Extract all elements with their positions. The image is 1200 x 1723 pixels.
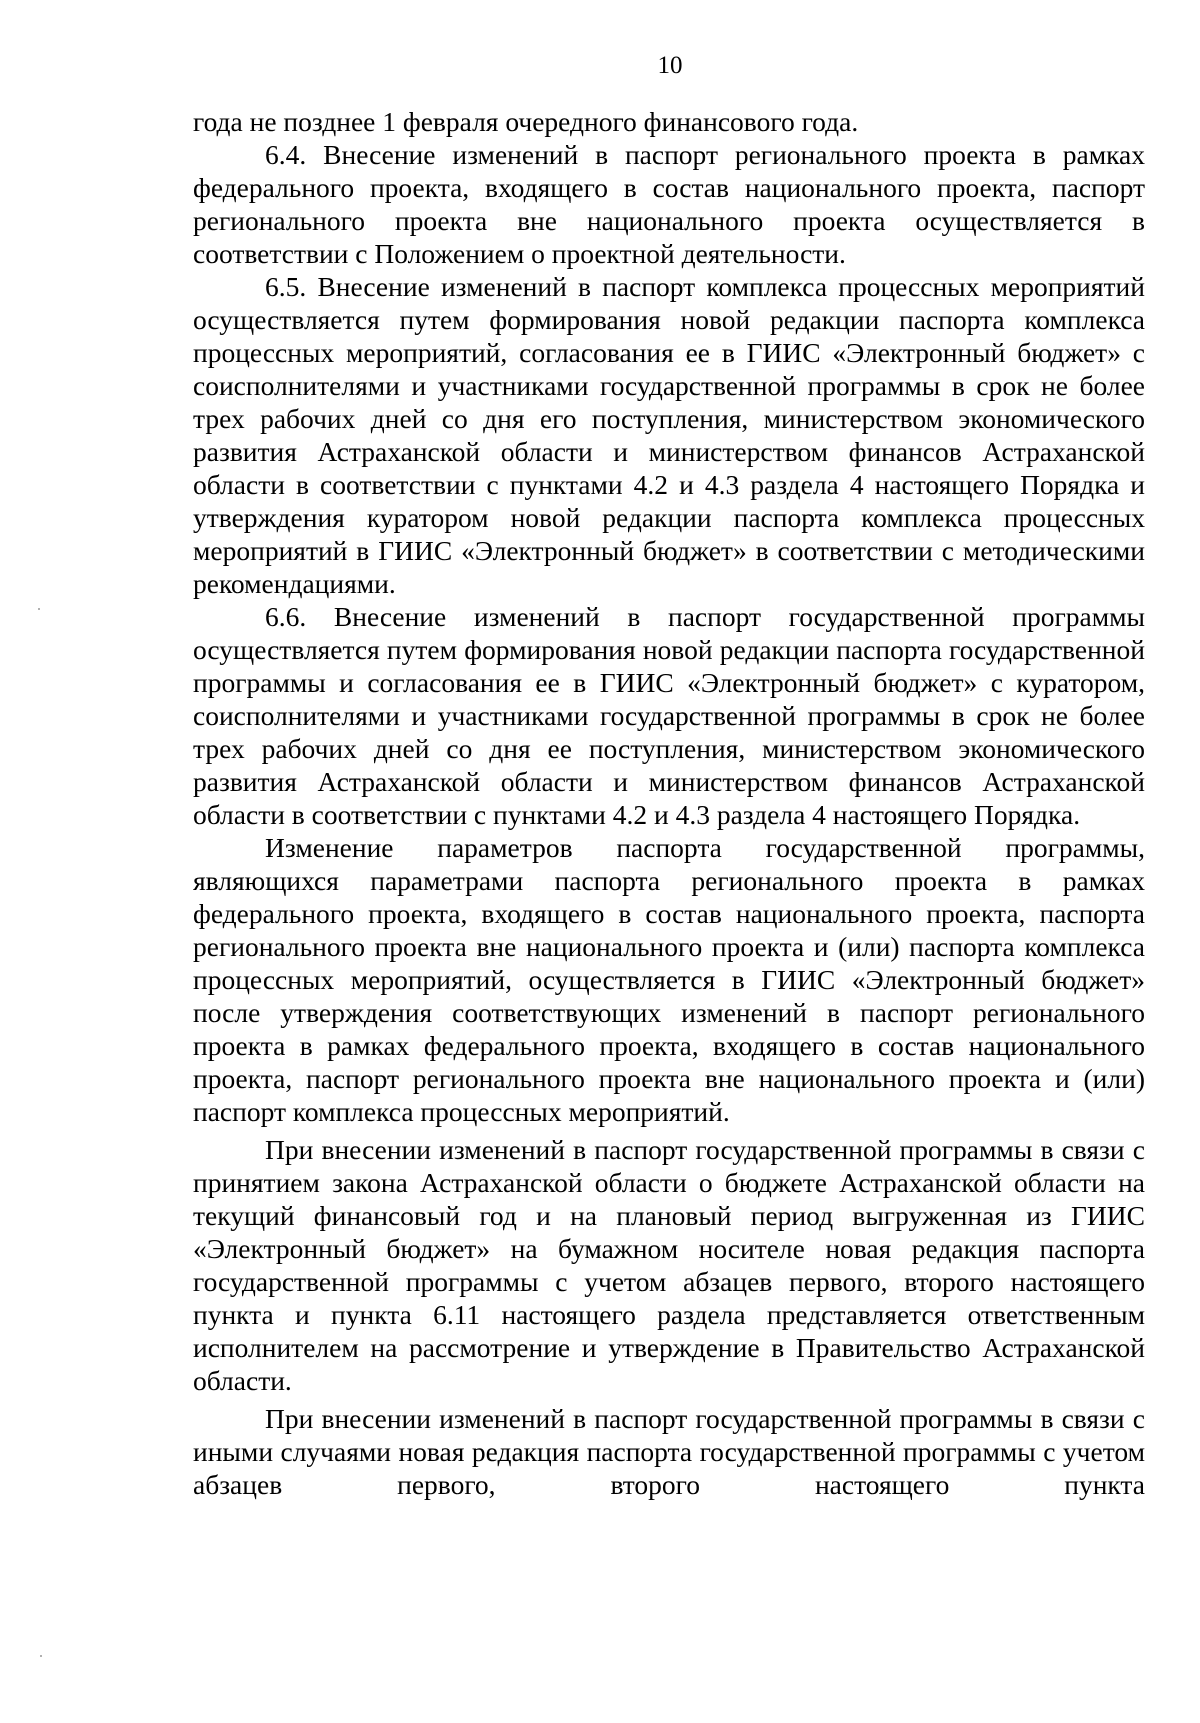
- paragraph-continuation: года не позднее 1 февраля очередного финансового года.: [193, 106, 859, 137]
- paragraph-6-6: 6.6. Внесение изменений в паспорт государственной программы осуществляется путем формирования новой редакции паспорта государственной программы и согласования ее в ГИИС «Электронный бюджет» с куратором, соисполнителями и участниками государственной программы в срок не более трех рабочих дней со дня ее поступления, министерством экономического развития Астраханской области и министерством финансов Астраханской области в соответствии с пунктами 4.2 и 4.3 раздела 4 настоящего Порядка.: [193, 601, 1145, 830]
- body-text: [193, 105, 1145, 1501]
- paragraph-parameters-change: Изменение параметров паспорта государственной программы, являющихся параметрами паспорта регионального проекта в рамках федерального проекта, входящего в состав национального проекта, паспорта регионального проекта вне национального проекта и (или) паспорта комплекса процессных мероприятий, осуществляется в ГИИС «Электронный бюджет» после утверждения соответствующих изменений в паспорт регионального проекта в рамках федерального проекта, входящего в состав национального проекта, паспорт регионального проекта вне национального проекта и (или) паспорт комплекса процессных мероприятий.: [193, 832, 1145, 1127]
- paragraph-6-5: 6.5. Внесение изменений в паспорт комплекса процессных мероприятий осуществляется путем формирования новой редакции паспорта комплекса процессных мероприятий, согласования ее в ГИИС «Электронный бюджет» с соисполнителями и участниками государственной программы в срок не более трех рабочих дней со дня его поступления, министерством экономического развития Астраханской области и министерством финансов Астраханской области в соответствии с пунктами 4.2 и 4.3 раздела 4 настоящего Порядка и утверждения куратором новой редакции паспорта комплекса процессных мероприятий в ГИИС «Электронный бюджет» в соответствии с методическими рекомендациями.: [193, 271, 1145, 599]
- scan-speck: [38, 608, 40, 610]
- paragraph-6-4: 6.4. Внесение изменений в паспорт регионального проекта в рамках федерального проекта, входящего в состав национального проекта, паспорт регионального проекта вне национального проекта осуществляется в соответствии с Положением о проектной деятельности.: [193, 139, 1145, 269]
- page-number: 10: [657, 52, 683, 79]
- paragraph-budget-law-changes: При внесении изменений в паспорт государственной программы в связи с принятием закона Астраханской области о бюджете Астраханской области на текущий финансовый год и на плановый период выгруженная из ГИИС «Электронный бюджет» на бумажном носителе новая редакция паспорта государственной программы с учетом абзацев первого, второго настоящего пункта и пункта 6.11 настоящего раздела представляется ответственным исполнителем на рассмотрение и утверждение в Правительство Астраханской области.: [193, 1134, 1145, 1396]
- scan-speck: [40, 1655, 42, 1657]
- paragraph-other-cases: При внесении изменений в паспорт государственной программы в связи с иными случаями новая редакция паспорта государственной программы с учетом абзацев первого, второго настоящего пункта: [193, 1403, 1145, 1500]
